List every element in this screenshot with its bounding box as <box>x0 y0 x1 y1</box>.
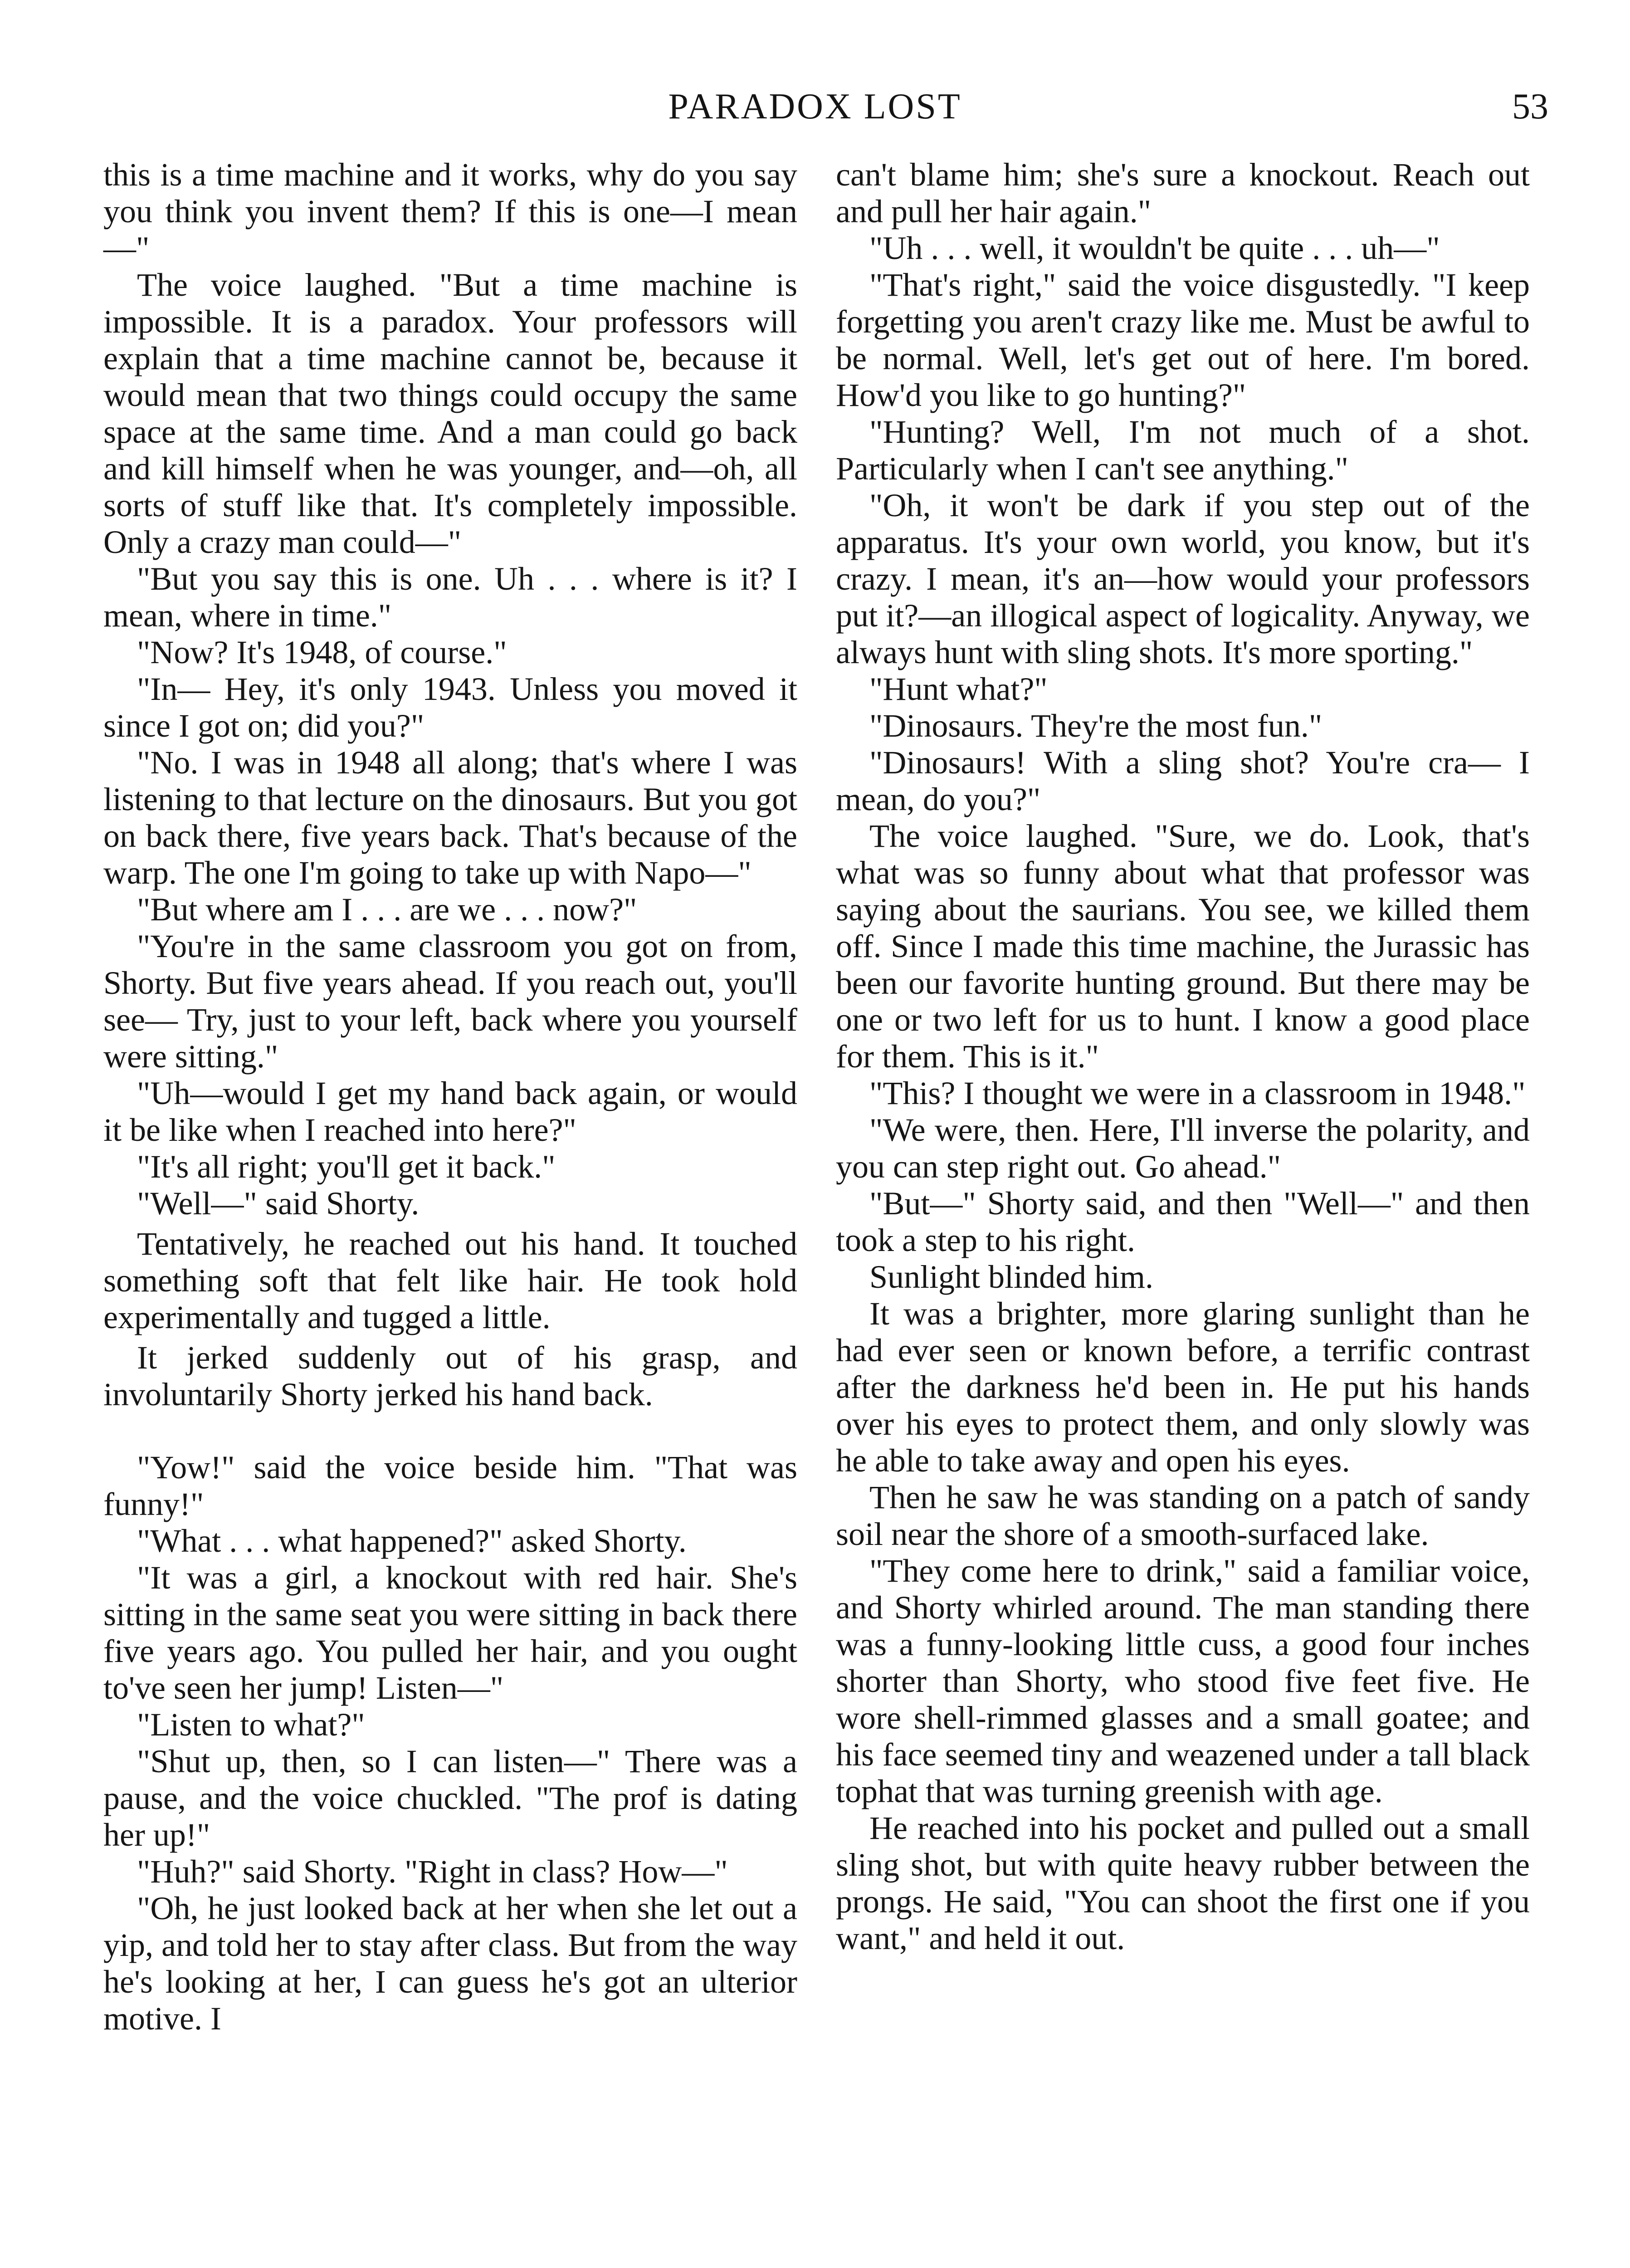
paragraph: "But where am I . . . are we . . . now?" <box>137 891 637 928</box>
page-number: 53 <box>1512 87 1548 127</box>
paragraph: "No. I was in 1948 all along; that's where I was listening to that lecture on the dinosaurs. But you got on back there, five years back. That's because of the warp. The one I'm going to take up with Napo—" <box>103 744 797 891</box>
paragraph: "Uh . . . well, it wouldn't be quite . . . uh—" <box>869 230 1440 266</box>
paragraph: "We were, then. Here, I'll inverse the polarity, and you can step right out. Go ahead." <box>836 1112 1530 1185</box>
paragraph: "In— Hey, it's only 1943. Unless you moved it since I got on; did you?" <box>103 671 797 744</box>
paragraph: "Dinosaurs! With a sling shot? You're cra— I mean, do you?" <box>836 744 1530 817</box>
paragraph: "That's right," said the voice disgustedly. "I keep forgetting you aren't crazy like me. Must be awful to be normal. Well, let's get out of here. I'm bored. How'd you like to go hunting?" <box>836 267 1530 413</box>
paragraph: "Huh?" said Shorty. "Right in class? How—" <box>137 1853 728 1890</box>
paragraph: The voice laughed. "But a time machine is impossible. It is a paradox. Your professors will explain that a time machine cannot be, because it would mean that two things could occupy the same space at the same time. And a man could go back and kill himself when he was younger, and—oh, all sorts of stuff like that. It's completely impossible. Only a crazy man could—" <box>103 267 797 560</box>
paragraph: Sunlight blinded him. <box>869 1259 1154 1295</box>
paragraph: "Oh, he just looked back at her when she let out a yip, and told her to stay after class. But from the way he's looking at her, I can guess he's got an ulterior motive. I <box>103 1890 797 2037</box>
paragraph: He reached into his pocket and pulled out a small sling shot, but with quite heavy rubber between the prongs. He said, "You can shoot the first one if you want," and held it out. <box>836 1810 1530 1956</box>
paragraph: Then he saw he was standing on a patch of sandy soil near the shore of a smooth-surfaced lake. <box>836 1479 1530 1552</box>
paragraph: "This? I thought we were in a classroom in 1948." <box>869 1075 1526 1111</box>
paragraph: "What . . . what happened?" asked Shorty. <box>137 1523 687 1559</box>
paragraph: "It's all right; you'll get it back." <box>137 1149 556 1185</box>
paragraph: It was a brighter, more glaring sunlight than he had ever seen or known before, a terrific contrast after the darkness he'd been in. He put his hands over his eyes to protect them, and only slowly was he able to take away and open his eyes. <box>836 1295 1530 1479</box>
paragraph: "Shut up, then, so I can listen—" There was a pause, and the voice chuckled. "The prof is dating her up!" <box>103 1743 797 1853</box>
right-column <box>836 156 1530 1957</box>
page-header <box>0 86 1630 141</box>
paragraph: Tentatively, he reached out his hand. It touched something soft that felt like hair. He took hold experimentally and tugged a little. <box>103 1226 797 1335</box>
paragraph: "Uh—would I get my hand back again, or would it be like when I reached into here?" <box>103 1075 797 1148</box>
paragraph: "But you say this is one. Uh . . . where is it? I mean, where in time." <box>103 561 797 634</box>
paragraph: "Hunting? Well, I'm not much of a shot. Particularly when I can't see anything." <box>836 414 1530 487</box>
paragraph: "Oh, it won't be dark if you step out of the apparatus. It's your own world, you know, but it's crazy. I mean, it's an—how would your professors put it?—an illogical aspect of logicality. Anyway, we always hunt with sling shots. It's more sporting." <box>836 487 1530 670</box>
paragraph: "Well—" said Shorty. <box>137 1185 420 1222</box>
paragraph: can't blame him; she's sure a knockout. Reach out and pull her hair again." <box>836 156 1530 230</box>
paragraph: "Now? It's 1948, of course." <box>137 634 507 670</box>
paragraph: It jerked suddenly out of his grasp, and involuntarily Shorty jerked his hand back. <box>103 1339 797 1413</box>
paragraph: "Dinosaurs. They're the most fun." <box>869 708 1323 744</box>
paragraph: "But—" Shorty said, and then "Well—" and then took a step to his right. <box>836 1185 1530 1258</box>
paragraph: "It was a girl, a knockout with red hair. She's sitting in the same seat you were sitting in back there five years ago. You pulled her hair, and you ought to've seen her jump! Listen—" <box>103 1559 797 1706</box>
left-column <box>103 156 797 2037</box>
paragraph: "Listen to what?" <box>137 1706 365 1743</box>
section-break <box>103 1413 797 1449</box>
paragraph: "They come here to drink," said a familiar voice, and Shorty whirled around. The man standing there was a funny-looking little cuss, a good four inches shorter than Shorty, who stood five feet five. He wore shell-rimmed glasses and a small goatee; and his face seemed tiny and weazened under a tall black tophat that was turning greenish with age. <box>836 1553 1530 1809</box>
running-title: PARADOX LOST <box>668 87 962 127</box>
paragraph: "Hunt what?" <box>869 671 1048 707</box>
paragraph: "You're in the same classroom you got on from, Shorty. But five years ahead. If you reach out, you'll see— Try, just to your left, back where you yourself were sitting." <box>103 928 797 1075</box>
paragraph: "Yow!" said the voice beside him. "That was funny!" <box>103 1449 797 1522</box>
paragraph: this is a time machine and it works, why do you say you think you invent them? If this is one—I mean—" <box>103 156 797 266</box>
paragraph: The voice laughed. "Sure, we do. Look, that's what was so funny about what that professor was saying about the saurians. You see, we killed them off. Since I made this time machine, the Jurassic has been our favorite hunting ground. But there may be one or two left for us to hunt. I know a good place for them. This is it." <box>836 818 1530 1075</box>
